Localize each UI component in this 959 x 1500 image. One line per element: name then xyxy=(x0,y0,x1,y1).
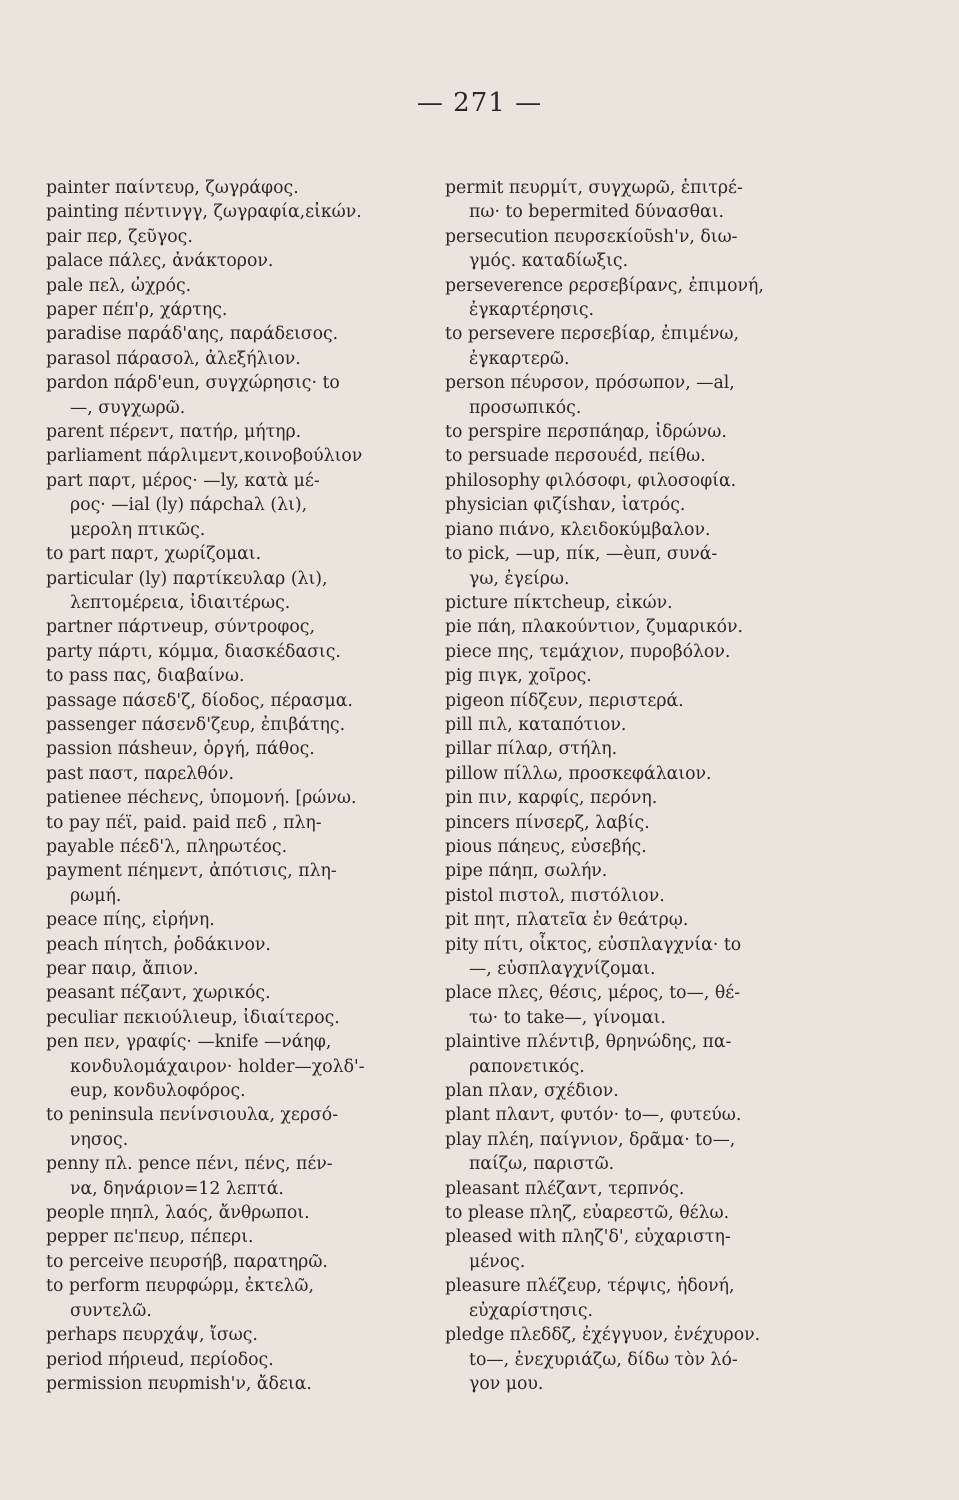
entry-line: penny πλ. pence πένι, πένς, πέν- xyxy=(46,1154,333,1175)
page-number: — 271 — xyxy=(416,88,543,118)
dictionary-entry xyxy=(46,908,431,932)
entry-line: paradise παράδ'αης, παράδεισος. xyxy=(46,324,339,345)
entry-line: passage πάσεδ'ζ, δίοδος, πέρασμα. xyxy=(46,690,353,711)
dictionary-entry xyxy=(46,859,431,908)
right-column xyxy=(445,176,840,1396)
dictionary-entry xyxy=(445,737,840,761)
dictionary-entry xyxy=(46,1250,431,1274)
dictionary-entry xyxy=(445,640,840,664)
dictionary-entry xyxy=(46,1103,431,1152)
entry-continuation: να, δηνάριον=12 λεπτά. xyxy=(70,1178,284,1199)
entry-continuation: πω· to bepermited δύνασθαι. xyxy=(469,202,724,223)
entry-line: passenger πάσενδ'ζευρ, ἐπιβάτης. xyxy=(46,714,346,735)
entry-continuation: ραπονετικός. xyxy=(469,1056,585,1077)
entry-continuation: νησος. xyxy=(70,1129,129,1150)
entry-continuation: to—, ἐνεχυριάζω, δίδω τὸν λό- xyxy=(469,1349,738,1370)
entry-line: pillow πίλλω, προσκεφάλαιον. xyxy=(445,763,712,784)
entry-line: pipe πάηπ, σωλήν. xyxy=(445,861,608,882)
entry-line: pincers πίνσερζ, λαβίς. xyxy=(445,812,650,833)
entry-line: pistol πιστολ, πιστόλιον. xyxy=(445,885,665,906)
entry-continuation: κονδυλομάχαιρον· holder—χολδ'- xyxy=(70,1056,365,1077)
dictionary-entry xyxy=(46,1323,431,1347)
dictionary-entry xyxy=(46,1372,431,1396)
entry-line: party πάρτι, κόμμα, διασκέδασις. xyxy=(46,641,341,662)
dictionary-entry xyxy=(445,1103,840,1127)
dictionary-entry xyxy=(445,689,840,713)
entry-continuation: ἐγκαρτέρησις. xyxy=(469,300,595,321)
dictionary-entry xyxy=(46,1348,431,1372)
entry-line: philosophy φιλόσοφι, φιλοσοφία. xyxy=(445,470,737,491)
dictionary-entry xyxy=(46,664,431,688)
entry-line: to peninsula πενίνσιουλα, χερσό- xyxy=(46,1105,339,1126)
dictionary-entry xyxy=(445,322,840,371)
dictionary-entry xyxy=(445,859,840,883)
entry-line: particular (ly) παρτίκευλαρ (λι), xyxy=(46,568,328,589)
entry-line: to pay πέϊ, paid. paid πεδ , πλη- xyxy=(46,812,322,833)
entry-continuation: μένος. xyxy=(469,1251,526,1272)
entry-line: palace πάλες, ἀνάκτορον. xyxy=(46,251,274,272)
dictionary-entry xyxy=(445,1030,840,1079)
entry-line: pigeon πίδζευν, περιστερά. xyxy=(445,690,684,711)
dictionary-entry xyxy=(445,811,840,835)
dictionary-entry xyxy=(445,835,840,859)
entry-line: part παρτ, μέρος· —ly, κατὰ μέ- xyxy=(46,470,320,491)
entry-continuation: προσωπικός. xyxy=(469,397,582,418)
dictionary-entry xyxy=(445,786,840,810)
entry-continuation: μερολη πτικῶς. xyxy=(70,519,206,540)
entry-line: pillar πίλαρ, στήλη. xyxy=(445,739,618,760)
entry-line: pen πεν, γραφίς· —knife —νάηφ, xyxy=(46,1032,332,1053)
dictionary-entry xyxy=(46,713,431,737)
entry-line: to persuade περσουέd, πείθω. xyxy=(445,446,706,467)
dictionary-entry xyxy=(445,713,840,737)
dictionary-entry xyxy=(46,469,431,542)
entry-line: place πλες, θέσις, μέρος, to—, θέ- xyxy=(445,983,741,1004)
entry-line: parent πέρεντ, πατήρ, μήτηρ. xyxy=(46,422,302,443)
entry-line: plan πλαν, σχέδιον. xyxy=(445,1081,619,1102)
entry-line: pair περ, ζεῦγος. xyxy=(46,226,193,247)
dictionary-entry xyxy=(445,933,840,982)
entry-line: peach πίητch, ῥοδάκινον. xyxy=(46,934,271,955)
entry-continuation: παίζω, παριστῶ. xyxy=(469,1154,615,1175)
entry-line: passion πάsheuν, ὀργή, πάθος. xyxy=(46,739,315,760)
dictionary-entry xyxy=(445,884,840,908)
entry-line: payment πέημεντ, ἀπότισις, πλη- xyxy=(46,861,337,882)
dictionary-entry xyxy=(46,640,431,664)
entry-line: partner πάρτνeup, σύντροφος, xyxy=(46,617,315,638)
dictionary-entry xyxy=(445,762,840,786)
entry-line: permission πευρmish'ν, ἄδεια. xyxy=(46,1373,312,1394)
dictionary-entry xyxy=(46,176,431,200)
entry-line: peasant πέζαντ, χωρικός. xyxy=(46,983,271,1004)
dictionary-entry xyxy=(46,249,431,273)
dictionary-entry xyxy=(46,933,431,957)
entry-line: piece πης, τεμάχιον, πυροβόλον. xyxy=(445,641,731,662)
entry-continuation: γμός. καταδίωξις. xyxy=(469,251,629,272)
dictionary-entry xyxy=(46,689,431,713)
dictionary-entry xyxy=(445,1274,840,1323)
dictionary-entry xyxy=(445,1177,840,1201)
entry-line: parliament πάρλιμεντ,κοινοβούλιον xyxy=(46,446,363,467)
entry-continuation: γω, ἐγείρω. xyxy=(469,568,570,589)
entry-line: permit πευρμίτ, συγχωρῶ, ἐπιτρέ- xyxy=(445,178,743,198)
dictionary-entry xyxy=(445,1201,840,1225)
dictionary-entry xyxy=(445,591,840,615)
dictionary-entry xyxy=(46,542,431,566)
entry-continuation: γον μου. xyxy=(469,1373,544,1394)
entry-continuation: εὐχαρίστησις. xyxy=(469,1300,593,1321)
dictionary-entry xyxy=(46,981,431,1005)
entry-line: perseverence ρερσεβίρανς, ἐπιμονή, xyxy=(445,275,764,296)
entry-line: painter παίντευρ, ζωγράφος. xyxy=(46,178,299,198)
entry-line: to perceive πευρσήβ, παρατηρῶ. xyxy=(46,1251,328,1272)
dictionary-entry xyxy=(445,542,840,591)
dictionary-entry xyxy=(445,664,840,688)
dictionary-entry xyxy=(46,1201,431,1225)
dictionary-entry xyxy=(46,371,431,420)
dictionary-entry xyxy=(46,786,431,810)
entry-line: pleasant πλέζαντ, τερπνός. xyxy=(445,1178,685,1199)
dictionary-entry xyxy=(445,469,840,493)
entry-line: pig πιγκ, χοῖρος. xyxy=(445,666,592,687)
dictionary-entry xyxy=(46,1152,431,1201)
entry-line: to please πληζ, εὐαρεστῶ, θέλω. xyxy=(445,1203,730,1224)
dictionary-entry xyxy=(445,615,840,639)
entry-line: period πήριeud, περίοδος. xyxy=(46,1349,274,1370)
entry-continuation: ρωμή. xyxy=(70,885,122,906)
entry-line: pale πελ, ὠχρός. xyxy=(46,275,192,296)
dictionary-entry xyxy=(46,322,431,346)
entry-line: painting πέντινγγ, ζωγραφία,εἰκών. xyxy=(46,202,362,223)
entry-line: peace πίης, εἰρήνη. xyxy=(46,910,215,931)
dictionary-entry xyxy=(445,1079,840,1103)
entry-line: pleased with πληζ'δ', εὐχαριστη- xyxy=(445,1227,731,1248)
dictionary-entry xyxy=(46,225,431,249)
entry-line: to pass πας, διαβαίνω. xyxy=(46,666,245,687)
dictionary-entry xyxy=(46,200,431,224)
entry-line: past παστ, παρελθόν. xyxy=(46,763,234,784)
entry-continuation: ἐγκαρτερῶ. xyxy=(469,348,570,369)
entry-line: pleasure πλέζευρ, τέρψις, ἡδονή, xyxy=(445,1276,735,1297)
entry-continuation: τω· to take—, γίνομαι. xyxy=(469,1007,666,1028)
dictionary-entry xyxy=(46,274,431,298)
entry-continuation: eup, κονδυλοφόρος. xyxy=(70,1081,246,1102)
entry-line: physician φιζίshαν, ἰατρός. xyxy=(445,495,686,516)
dictionary-entry xyxy=(445,176,840,225)
entry-line: pit πητ, πλατεῖα ἐν θεάτρῳ. xyxy=(445,910,689,931)
entry-line: plant πλαντ, φυτόν· to—, φυτεύω. xyxy=(445,1105,742,1126)
dictionary-entry xyxy=(445,1225,840,1274)
entry-line: picture πίκτcheup, εἰκών. xyxy=(445,592,673,613)
dictionary-entry xyxy=(46,1006,431,1030)
entry-line: perhaps πευρχάψ, ἴσως. xyxy=(46,1325,258,1346)
dictionary-entry xyxy=(445,444,840,468)
dictionary-entry xyxy=(46,347,431,371)
dictionary-entry xyxy=(445,493,840,517)
dictionary-entry xyxy=(445,908,840,932)
dictionary-entry xyxy=(46,567,431,616)
dictionary-entry xyxy=(46,420,431,444)
entry-line: to pick, —up, πίκ, —èuπ, συνά- xyxy=(445,544,718,565)
entry-line: parasol πάρασολ, ἀλεξήλιον. xyxy=(46,348,301,369)
entry-line: pill πιλ, καταπότιον. xyxy=(445,714,627,735)
entry-line: to perspire περσπάηαρ, ἱδρώνω. xyxy=(445,422,727,443)
dictionary-entry xyxy=(46,1274,431,1323)
dictionary-entry xyxy=(445,518,840,542)
dictionary-entry xyxy=(46,1030,431,1103)
entry-line: piano πιάνο, κλειδοκύμβαλον. xyxy=(445,519,711,540)
dictionary-entry xyxy=(445,1128,840,1177)
dictionary-entry xyxy=(46,737,431,761)
dictionary-entry xyxy=(46,444,431,468)
entry-line: plaintive πλέντιβ, θρηνώδης, πα- xyxy=(445,1032,732,1053)
entry-line: to part παρτ, χωρίζομαι. xyxy=(46,544,262,565)
dictionary-entry xyxy=(445,371,840,420)
entry-line: pepper πε'πευρ, πέπερι. xyxy=(46,1227,254,1248)
left-column xyxy=(46,176,431,1396)
dictionary-entry xyxy=(445,1323,840,1396)
entry-line: pie πάη, πλακούντιον, ζυμαρικόν. xyxy=(445,617,744,638)
dictionary-entry xyxy=(46,1225,431,1249)
dictionary-entry xyxy=(46,835,431,859)
entry-continuation: —, συγχωρῶ. xyxy=(70,397,186,418)
entry-line: pear παιρ, ἄπιον. xyxy=(46,959,199,979)
dictionary-entry xyxy=(46,811,431,835)
dictionary-entry xyxy=(46,762,431,786)
entry-line: to persevere περσεβίαρ, ἐπιμένω, xyxy=(445,324,739,345)
dictionary-entry xyxy=(46,957,431,981)
entry-line: play πλέη, παίγνιον, δρᾶμα· to—, xyxy=(445,1129,736,1150)
entry-line: pledge πλεδδζ, ἐχέγγυον, ἐνέχυρον. xyxy=(445,1325,761,1346)
entry-line: payable πέεδ'λ, πληρωτέος. xyxy=(46,836,288,857)
dictionary-entry xyxy=(445,420,840,444)
dictionary-entry xyxy=(46,615,431,639)
entry-line: pious πάηευς, εὐσεβής. xyxy=(445,836,647,857)
entry-line: pin πιν, καρφίς, περόνη. xyxy=(445,788,658,809)
entry-line: people πηπλ, λαός, ἄνθρωποι. xyxy=(46,1203,310,1224)
dictionary-entry xyxy=(445,225,840,274)
entry-line: pardon πάρδ'eun, συγχώρησις· to xyxy=(46,373,340,394)
entry-line: patienee πéchενς, ὑπομονή. [ρώνω. xyxy=(46,788,357,809)
dictionary-entry xyxy=(445,274,840,323)
entry-line: pity πίτι, οἶκτος, εὐσπλαγχνία· to xyxy=(445,934,742,955)
entry-continuation: ρος· —ial (ly) πάρchaλ (λι), xyxy=(70,495,308,516)
dictionary-entry xyxy=(445,981,840,1030)
dictionary-entry xyxy=(46,298,431,322)
entry-line: peculiar πεκιούλιeup, ἰδιαίτερος. xyxy=(46,1007,340,1028)
entry-continuation: λεπτομέρεια, ἰδιαιτέρως. xyxy=(70,592,291,613)
entry-line: paper πέπ'ρ, χάρτης. xyxy=(46,300,228,321)
entry-continuation: συντελῶ. xyxy=(70,1300,152,1321)
entry-line: person πέυρσον, πρόσωπον, —al, xyxy=(445,373,735,394)
entry-line: to perform πευρφώρμ, ἐκτελῶ, xyxy=(46,1276,315,1297)
entry-continuation: —, εὐσπλαγχνίζομαι. xyxy=(469,959,656,979)
entry-line: persecution πευρσεκίοῦsh'ν, διω- xyxy=(445,226,738,247)
